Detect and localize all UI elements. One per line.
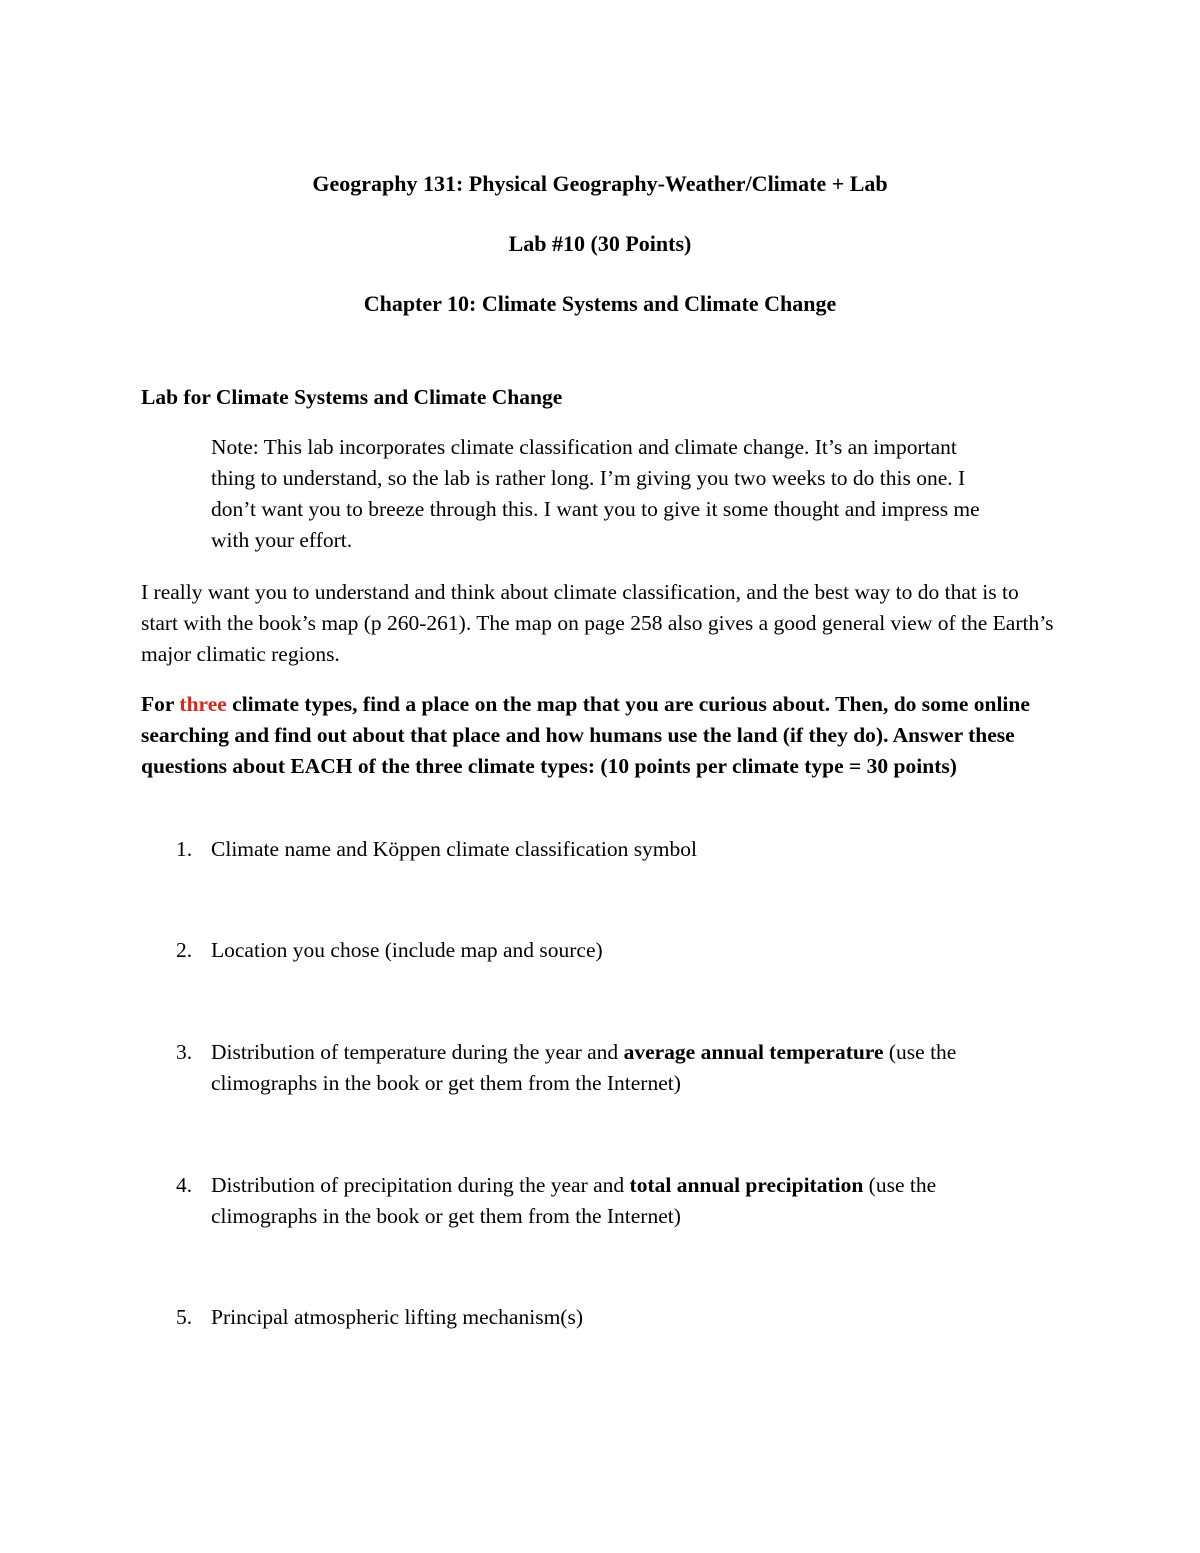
question-text-before: Climate name and Köppen climate classification symbol (211, 837, 698, 861)
question-text (211, 834, 1046, 865)
question-number: 1. (176, 837, 193, 861)
question-text (211, 935, 1046, 966)
question-text-before: Principal atmospheric lifting mechanism(s) (211, 1305, 583, 1329)
question-text-bold: average annual temperature (623, 1040, 884, 1064)
lab-title: Lab #10 (30 Points) (508, 231, 692, 256)
question-number: 3. (176, 1040, 193, 1064)
question-text (211, 1037, 1046, 1099)
question-text-bold: total annual precipitation (629, 1173, 864, 1197)
course-title: Geography 131: Physical Geography-Weather/Climate + Lab (312, 171, 888, 196)
task-suffix: climate types, find a place on the map that you are curious about. Then, do some online searching and find out about that place and how humans use the land (if they do). Answer these questions about EACH of the three climate types: (10 points per climate type = 30 points) (141, 692, 1030, 778)
task-highlight: three (179, 692, 227, 716)
question-text-before: Location you chose (include map and source) (211, 938, 603, 962)
question-number: 2. (176, 938, 193, 962)
chapter-title: Chapter 10: Climate Systems and Climate Change (363, 291, 837, 316)
task-instructions (141, 689, 1061, 782)
question-text-before: Distribution of precipitation during the year and (211, 1173, 630, 1197)
section-heading: Lab for Climate Systems and Climate Change (141, 385, 563, 409)
question-text-after: (use the climographs in the book or get them from the Internet) (211, 1040, 957, 1095)
question-text (211, 1302, 1046, 1333)
question-text-after: (use the climographs in the book or get them from the Internet) (211, 1173, 937, 1228)
intro-paragraph: I really want you to understand and think about climate classification, and the best way to do that is to start with the book’s map (p 260-261). The map on page 258 also gives a good general view of the Earth’s major climatic regions. (141, 580, 1054, 666)
question-text (211, 1170, 1046, 1232)
question-number: 4. (176, 1173, 193, 1197)
task-prefix: For (141, 692, 180, 716)
note-paragraph: Note: This lab incorporates climate classification and climate change. It’s an important thing to understand, so the lab is rather long. I’m giving you two weeks to do this one. I don’t want you to breeze through this. I want you to give it some thought and impress me with your effort. (211, 435, 980, 552)
question-number: 5. (176, 1305, 193, 1329)
question-text-before: Distribution of temperature during the year and (211, 1040, 624, 1064)
